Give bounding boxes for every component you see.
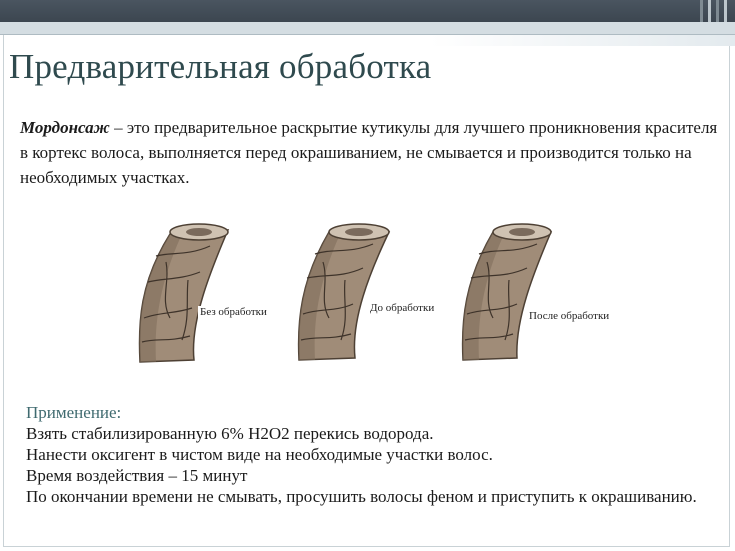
figure-label: После обработки	[529, 310, 610, 322]
decor-stripes	[700, 0, 727, 22]
usage-section	[26, 403, 716, 507]
decor-band-line	[0, 34, 735, 35]
hair-figure-after	[455, 222, 610, 362]
intro-text: – это предварительное раскрытие кутикулы для лучшего проникновения красителя в кортекс волоса, выполняется перед окрашиванием, не смывается и производится только на необходимых участках.	[20, 118, 718, 187]
figure-label: Без обработки	[200, 306, 267, 318]
usage-steps	[26, 423, 716, 507]
hair-strand-icon	[130, 222, 230, 364]
slide-title: Предварительная обработка	[9, 47, 432, 86]
figure-label: До обработки	[370, 302, 435, 314]
top-decor-bar	[0, 0, 735, 22]
hair-strand-icon	[293, 222, 393, 362]
hair-figure-before	[293, 222, 435, 362]
decor-band	[0, 22, 735, 34]
usage-heading: Применение:	[26, 403, 122, 422]
usage-step: По окончании времени не смывать, просушить волосы феном и приступить к окрашиванию.	[26, 487, 697, 506]
hair-strand-icon	[455, 222, 555, 362]
decor-band-highlight	[430, 34, 735, 46]
intro-term: Мордонсаж	[20, 118, 110, 137]
intro-paragraph	[20, 115, 720, 190]
hair-figure-untreated	[130, 222, 267, 364]
usage-step: Взять стабилизированную 6% H2O2 перекись водорода.	[26, 424, 434, 443]
usage-step: Время воздействия – 15 минут	[26, 466, 248, 485]
usage-step: Нанести оксигент в чистом виде на необходимые участки волос.	[26, 445, 493, 464]
